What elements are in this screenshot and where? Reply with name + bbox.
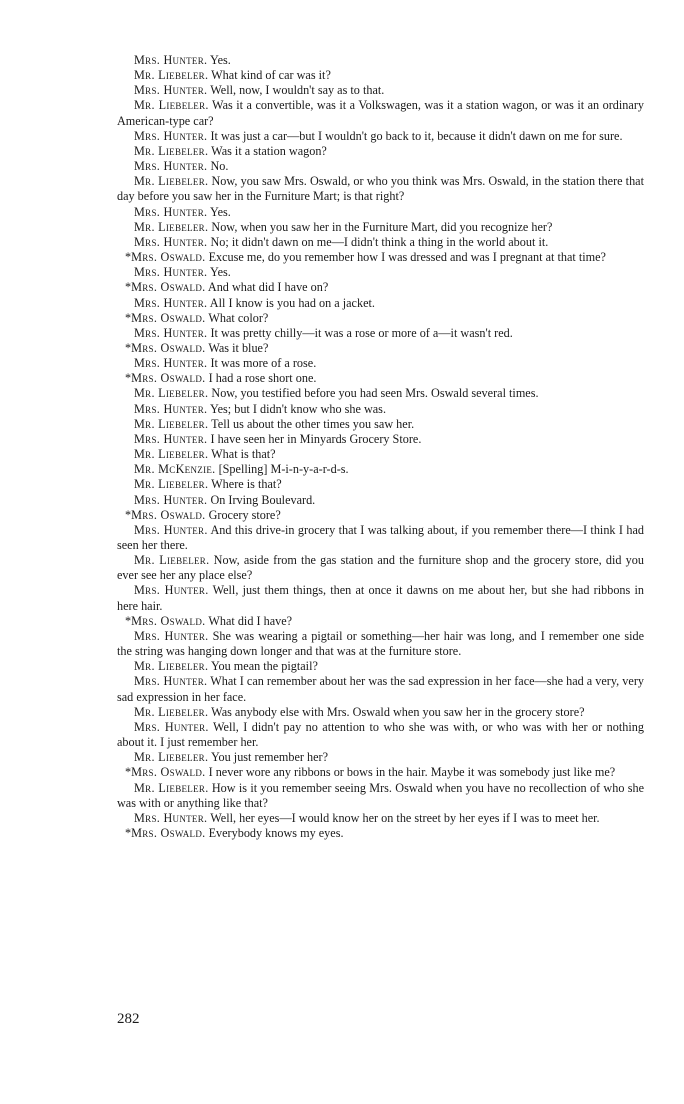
testimony-paragraph bbox=[117, 341, 644, 356]
speaker-name: Mrs. Hunter. bbox=[134, 204, 208, 219]
speech-text: No; it didn't dawn on me—I didn't think a thing in the world about it. bbox=[210, 234, 549, 249]
testimony-paragraph bbox=[117, 83, 644, 98]
speech-text: Now, when you saw her in the Furniture Mart, did you recognize her? bbox=[211, 219, 553, 234]
speech-text: Grocery store? bbox=[208, 507, 281, 522]
speech-text: You mean the pigtail? bbox=[210, 659, 318, 674]
speech-text: Was anybody else with Mrs. Oswald when you saw her in the grocery store? bbox=[211, 704, 585, 719]
speech-text: It was just a car—but I wouldn't go back to it, because it didn't dawn on me for sure. bbox=[210, 128, 623, 143]
testimony-paragraph bbox=[117, 311, 644, 326]
speaker-name: Mrs. Hunter. bbox=[134, 53, 208, 67]
testimony-paragraph bbox=[117, 417, 644, 432]
speech-text: Yes; but I didn't know who she was. bbox=[210, 401, 386, 416]
testimony-paragraph bbox=[117, 523, 644, 553]
speech-text: All I know is you had on a jacket. bbox=[209, 295, 375, 310]
testimony-paragraph bbox=[117, 674, 644, 704]
speaker-name: Mrs. Oswald. bbox=[131, 280, 206, 295]
speaker-name: Mrs. Hunter. bbox=[134, 265, 208, 280]
testimony-paragraph bbox=[117, 553, 644, 583]
speech-text: Was it a convertible, was it a Volkswagen, was it a station wagon, or was it an ordinary American-type car? bbox=[117, 98, 645, 128]
testimony-paragraph bbox=[117, 174, 644, 204]
speaker-name: Mr. Liebeler. bbox=[134, 477, 209, 492]
testimony-paragraph bbox=[117, 159, 644, 174]
speech-text: Now, aside from the gas station and the furniture shop and the grocery store, did you ever see her any place else? bbox=[117, 553, 644, 583]
speech-text: On Irving Boulevard. bbox=[210, 492, 316, 507]
speech-text: What is that? bbox=[211, 447, 276, 462]
speech-text: Now, you saw Mrs. Oswald, or who you think was Mrs. Oswald, in the station there that day before you saw her in the Furniture Mart; is that right? bbox=[117, 174, 644, 204]
speaker-name: Mr. Liebeler. bbox=[134, 447, 209, 462]
speaker-name: Mrs. Oswald. bbox=[131, 250, 206, 265]
speaker-name: Mrs. Oswald. bbox=[131, 340, 206, 355]
speaker-name: Mrs. Hunter. bbox=[134, 492, 208, 507]
speaker-name: Mrs. Oswald. bbox=[131, 765, 206, 780]
speech-text: And this drive-in grocery that I was talking about, if you remember there—I think I had seen her there. bbox=[117, 522, 644, 552]
speech-text: She was wearing a pigtail or something—her hair was long, and I remember one side the string was hanging down longer and that was at the furniture store. bbox=[117, 628, 644, 659]
speech-text: I never wore any ribbons or bows in the hair. Maybe it was somebody just like me? bbox=[208, 765, 616, 780]
speech-text: Now, you testified before you had seen Mrs. Oswald several times. bbox=[211, 386, 539, 401]
speech-text: I had a rose short one. bbox=[208, 371, 317, 386]
testimony-paragraph bbox=[117, 220, 644, 235]
speaker-name: Mr. Liebeler. bbox=[134, 553, 210, 568]
testimony-paragraph bbox=[117, 447, 644, 462]
translation-marker: * bbox=[125, 250, 132, 265]
speech-text: And what did I have on? bbox=[207, 280, 329, 295]
speech-text: [Spelling] M-i-n-y-a-r-d-s. bbox=[218, 462, 349, 477]
testimony-paragraph bbox=[117, 705, 644, 720]
speech-text: Everybody knows my eyes. bbox=[208, 825, 344, 840]
testimony-paragraph bbox=[117, 356, 644, 371]
speaker-name: Mrs. Oswald. bbox=[131, 310, 206, 325]
testimony-paragraph bbox=[117, 371, 644, 386]
speaker-name: Mr. Liebeler. bbox=[134, 219, 209, 234]
translation-marker: * bbox=[125, 280, 132, 295]
speech-text: Yes. bbox=[210, 204, 231, 219]
testimony-paragraph bbox=[117, 781, 644, 811]
speech-text: Where is that? bbox=[211, 477, 282, 492]
speaker-name: Mrs. Hunter. bbox=[134, 401, 208, 416]
testimony-paragraph bbox=[117, 53, 644, 68]
speaker-name: Mrs. Hunter. bbox=[134, 810, 208, 825]
speech-text: What color? bbox=[208, 310, 269, 325]
speech-text: Yes. bbox=[210, 53, 231, 67]
speaker-name: Mrs. Hunter. bbox=[134, 356, 208, 371]
speaker-name: Mrs. Oswald. bbox=[131, 613, 206, 628]
speech-text: Well, her eyes—I would know her on the street by her eyes if I was to meet her. bbox=[210, 810, 600, 825]
testimony-paragraph bbox=[117, 508, 644, 523]
speech-text: Yes. bbox=[210, 265, 231, 280]
speech-text: Tell us about the other times you saw her. bbox=[211, 416, 415, 431]
testimony-paragraph bbox=[117, 144, 644, 159]
testimony-paragraph bbox=[117, 386, 644, 401]
speaker-name: Mr. Liebeler. bbox=[134, 780, 209, 795]
testimony-paragraph bbox=[117, 493, 644, 508]
speech-text: Was it a station wagon? bbox=[211, 143, 327, 158]
speech-text: How is it you remember seeing Mrs. Oswald when you have no recollection of who she was with or anything like that? bbox=[117, 780, 644, 810]
testimony-paragraph bbox=[117, 659, 644, 674]
speech-text: It was more of a rose. bbox=[210, 356, 317, 371]
speech-text: Well, just them things, then at once it dawns on me about her, but she had ribbons in here hair. bbox=[117, 583, 645, 613]
testimony-paragraph bbox=[117, 765, 644, 780]
testimony-paragraph bbox=[117, 811, 644, 826]
translation-marker: * bbox=[125, 507, 132, 522]
testimony-paragraph bbox=[117, 614, 644, 629]
speaker-name: Mr. Liebeler. bbox=[134, 659, 209, 674]
testimony-paragraph bbox=[117, 235, 644, 250]
speech-text: Well, I didn't pay no attention to who she was with, or who was with her or nothing about it. I just remember her. bbox=[117, 719, 644, 750]
translation-marker: * bbox=[125, 310, 132, 325]
speaker-name: Mrs. Oswald. bbox=[131, 825, 206, 840]
testimony-paragraph bbox=[117, 280, 644, 295]
speaker-name: Mrs. Oswald. bbox=[131, 507, 206, 522]
speaker-name: Mrs. Hunter. bbox=[134, 295, 208, 310]
speech-text: What kind of car was it? bbox=[211, 68, 331, 83]
testimony-paragraph bbox=[117, 250, 644, 265]
speech-text: Well, now, I wouldn't say as to that. bbox=[210, 83, 385, 98]
testimony-paragraph bbox=[117, 629, 644, 659]
speaker-name: Mr. Liebeler. bbox=[134, 386, 209, 401]
testimony-paragraph bbox=[117, 477, 644, 492]
page-number: 282 bbox=[117, 1011, 140, 1027]
translation-marker: * bbox=[125, 340, 132, 355]
testimony-paragraph bbox=[117, 826, 644, 841]
testimony-paragraph bbox=[117, 583, 644, 613]
speaker-name: Mrs. Hunter. bbox=[134, 522, 208, 537]
testimony-paragraph bbox=[117, 720, 644, 750]
speech-text: Was it blue? bbox=[208, 340, 269, 355]
speaker-name: Mrs. Hunter. bbox=[134, 234, 208, 249]
testimony-paragraph bbox=[117, 98, 644, 128]
testimony-paragraph bbox=[117, 296, 644, 311]
speech-text: Excuse me, do you remember how I was dressed and was I pregnant at that time? bbox=[208, 250, 606, 265]
speaker-name: Mr. Liebeler. bbox=[134, 143, 209, 158]
testimony-paragraph bbox=[117, 432, 644, 447]
transcript-body bbox=[117, 53, 644, 841]
speaker-name: Mr. Liebeler. bbox=[134, 174, 209, 189]
testimony-paragraph bbox=[117, 205, 644, 220]
speaker-name: Mrs. Hunter. bbox=[134, 128, 208, 143]
speech-text: You just remember her? bbox=[210, 750, 329, 765]
testimony-paragraph bbox=[117, 129, 644, 144]
speech-text: It was pretty chilly—it was a rose or more of a—it wasn't red. bbox=[210, 325, 513, 340]
speaker-name: Mrs. Hunter. bbox=[134, 159, 208, 174]
translation-marker: * bbox=[125, 765, 132, 780]
testimony-paragraph bbox=[117, 68, 644, 83]
translation-marker: * bbox=[125, 825, 132, 840]
speaker-name: Mr. Liebeler. bbox=[134, 704, 209, 719]
translation-marker: * bbox=[125, 613, 132, 628]
speaker-name: Mrs. Hunter. bbox=[134, 583, 209, 598]
speech-text: What I can remember about her was the sad expression in her face—she had a very, very sad expression in her face. bbox=[117, 674, 645, 704]
speaker-name: Mrs. Hunter. bbox=[134, 628, 209, 643]
testimony-paragraph bbox=[117, 462, 644, 477]
speaker-name: Mr. Liebeler. bbox=[134, 750, 209, 765]
speech-text: No. bbox=[210, 159, 229, 174]
testimony-paragraph bbox=[117, 750, 644, 765]
speaker-name: Mr. McKenzie. bbox=[134, 462, 216, 477]
speaker-name: Mrs. Hunter. bbox=[134, 719, 209, 734]
testimony-paragraph bbox=[117, 265, 644, 280]
speaker-name: Mr. Liebeler. bbox=[134, 68, 209, 83]
speech-text: What did I have? bbox=[208, 613, 293, 628]
testimony-paragraph bbox=[117, 326, 644, 341]
testimony-paragraph bbox=[117, 402, 644, 417]
speaker-name: Mrs. Hunter. bbox=[134, 431, 208, 446]
speaker-name: Mr. Liebeler. bbox=[134, 416, 209, 431]
speaker-name: Mrs. Hunter. bbox=[134, 83, 208, 98]
speech-text: I have seen her in Minyards Grocery Store. bbox=[210, 431, 422, 446]
translation-marker: * bbox=[125, 371, 132, 386]
speaker-name: Mrs. Hunter. bbox=[134, 325, 208, 340]
speaker-name: Mr. Liebeler. bbox=[134, 98, 209, 113]
speaker-name: Mrs. Oswald. bbox=[131, 371, 206, 386]
speaker-name: Mrs. Hunter. bbox=[134, 674, 208, 689]
